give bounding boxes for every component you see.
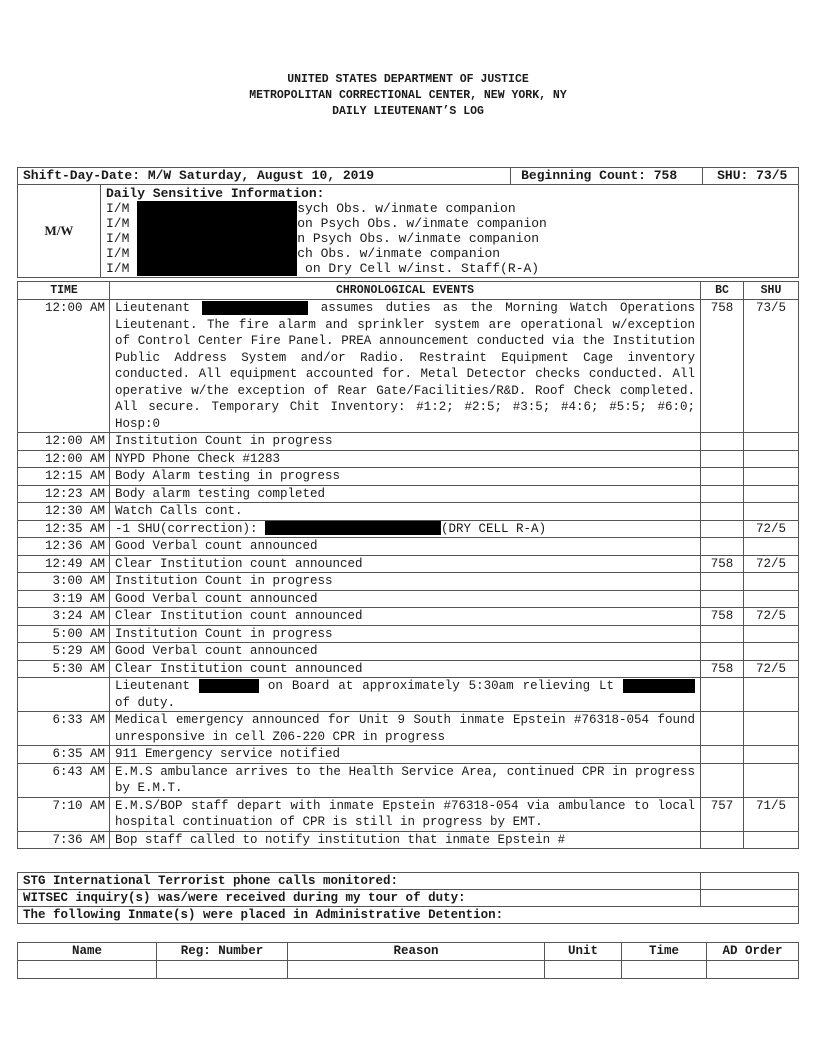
log-shu — [744, 433, 799, 451]
ad-row — [18, 961, 799, 979]
log-event: -1 SHU(correction): (DRY CELL R-A) — [110, 520, 701, 538]
log-bc — [701, 450, 744, 468]
log-event: Good Verbal count announced — [110, 538, 701, 556]
log-time: 7:36 AM — [18, 831, 110, 849]
log-row — [18, 485, 799, 503]
log-bc: 758 — [701, 300, 744, 433]
log-shu — [744, 573, 799, 591]
sensitive-line: I/M sych Obs. w/inmate companion — [106, 201, 516, 216]
log-event: Lieutenant assumes duties as the Morning Watch Operations Lieutenant. The fire alarm and sprinkler system are operational w/exception of Control Center Fire Panel. PREA announcement conducted via the Institution Public Address System and/or Radio. Restraint Equipment Cage inventory conducted. All equipment accounted for. Metal Detector checks conducted. All operative w/the exception of Rear Gate/Facilities/R&D. Roof Check completed. All secure. Temporary Chit Inventory: #1:2; #2:5; #3:5; #4:6; #5:5; #6:0; Hosp:0 — [110, 300, 701, 433]
log-row — [18, 590, 799, 608]
log-time: 3:24 AM — [18, 608, 110, 626]
witsec-label: WITSEC inquiry(s) was/were received during my tour of duty: — [18, 890, 701, 907]
log-row — [18, 660, 799, 678]
log-event: Lieutenant on Board at approximately 5:30am relieving Lt of duty. — [110, 678, 701, 712]
log-time: 12:15 AM — [18, 468, 110, 486]
log-shu — [744, 712, 799, 746]
ad-col-name: Name — [18, 943, 157, 961]
ad-col-reg: Reg: Number — [157, 943, 288, 961]
log-event: Institution Count in progress — [110, 433, 701, 451]
log-shu — [744, 450, 799, 468]
admin-detention-table — [17, 942, 799, 979]
log-time: 6:43 AM — [18, 763, 110, 797]
log-time: 12:00 AM — [18, 433, 110, 451]
sensitive-line: I/M on Psych Obs. w/inmate companion — [106, 216, 547, 231]
log-shu — [744, 643, 799, 661]
log-shu — [744, 678, 799, 712]
log-shu: 71/5 — [744, 797, 799, 831]
sensitive-info — [101, 185, 799, 278]
header-log-title: DAILY LIEUTENANT’S LOG — [332, 105, 484, 118]
log-row — [18, 608, 799, 626]
log-time: 5:29 AM — [18, 643, 110, 661]
stg-calls-value — [701, 873, 799, 890]
sensitive-line: I/M on Dry Cell w/inst. Staff(R-A) — [106, 261, 540, 276]
log-time: 6:33 AM — [18, 712, 110, 746]
log-time: 3:19 AM — [18, 590, 110, 608]
log-time — [18, 678, 110, 712]
log-bc — [701, 503, 744, 521]
log-time: 12:00 AM — [18, 300, 110, 433]
log-row — [18, 538, 799, 556]
log-time: 12:49 AM — [18, 555, 110, 573]
log-shu — [744, 468, 799, 486]
log-row — [18, 746, 799, 764]
redaction-bar — [137, 246, 297, 261]
log-event: NYPD Phone Check #1283 — [110, 450, 701, 468]
ad-cell — [545, 961, 622, 979]
log-bc — [701, 763, 744, 797]
redaction-bar — [137, 216, 297, 231]
redaction-bar — [137, 231, 297, 246]
log-event: Institution Count in progress — [110, 625, 701, 643]
log-time: 12:30 AM — [18, 503, 110, 521]
log-bc: 758 — [701, 660, 744, 678]
log-event: 911 Emergency service notified — [110, 746, 701, 764]
log-bc — [701, 590, 744, 608]
log-bc — [701, 831, 744, 849]
log-shu: 73/5 — [744, 300, 799, 433]
log-bc: 757 — [701, 797, 744, 831]
redaction-bar — [265, 521, 441, 535]
chronological-log — [17, 281, 799, 849]
log-row — [18, 520, 799, 538]
log-shu — [744, 831, 799, 849]
redaction-bar — [137, 261, 297, 276]
header-agency: UNITED STATES DEPARTMENT OF JUSTICE — [287, 73, 529, 86]
log-shu — [744, 746, 799, 764]
log-event: Medical emergency announced for Unit 9 South inmate Epstein #76318-054 found unresponsive in cell Z06-220 CPR in progress — [110, 712, 701, 746]
redaction-bar — [199, 679, 259, 693]
log-bc — [701, 538, 744, 556]
log-bc — [701, 573, 744, 591]
log-shu — [744, 763, 799, 797]
ad-title: The following Inmate(s) were placed in Administrative Detention: — [18, 907, 799, 924]
log-event: Body Alarm testing in progress — [110, 468, 701, 486]
sensitive-title: Daily Sensitive Information: — [106, 186, 325, 201]
log-bc — [701, 485, 744, 503]
col-bc: BC — [701, 282, 744, 300]
log-bc — [701, 625, 744, 643]
log-time: 6:35 AM — [18, 746, 110, 764]
log-time: 3:00 AM — [18, 573, 110, 591]
log-bc — [701, 468, 744, 486]
shift-day-date: Shift-Day-Date: M/W Saturday, August 10, 2019 — [18, 168, 511, 185]
log-shu — [744, 538, 799, 556]
stg-calls-label: STG International Terrorist phone calls monitored: — [18, 873, 701, 890]
log-row — [18, 712, 799, 746]
ad-col-unit: Unit — [545, 943, 622, 961]
log-event: Good Verbal count announced — [110, 590, 701, 608]
log-shu: 72/5 — [744, 608, 799, 626]
log-row — [18, 763, 799, 797]
log-row — [18, 643, 799, 661]
ad-col-reason: Reason — [288, 943, 545, 961]
log-row — [18, 555, 799, 573]
log-bc — [701, 643, 744, 661]
sensitive-line: I/M ch Obs. w/inmate companion — [106, 246, 501, 261]
redaction-bar — [137, 201, 297, 216]
log-bc: 758 — [701, 555, 744, 573]
redaction-bar — [202, 301, 308, 315]
log-time: 12:23 AM — [18, 485, 110, 503]
log-time: 12:36 AM — [18, 538, 110, 556]
summary-table — [17, 167, 799, 278]
ad-cell — [622, 961, 707, 979]
log-row — [18, 300, 799, 433]
log-row — [18, 573, 799, 591]
log-time: 12:35 AM — [18, 520, 110, 538]
log-row — [18, 831, 799, 849]
shift-label: M/W — [18, 185, 101, 278]
log-time: 12:00 AM — [18, 450, 110, 468]
log-time: 5:30 AM — [18, 660, 110, 678]
col-shu: SHU — [744, 282, 799, 300]
log-event: E.M.S ambulance arrives to the Health Service Area, continued CPR in progress by E.M.T. — [110, 763, 701, 797]
log-shu — [744, 625, 799, 643]
log-time: 7:10 AM — [18, 797, 110, 831]
col-time: TIME — [18, 282, 110, 300]
footer-table — [17, 872, 799, 924]
redaction-bar — [623, 679, 695, 693]
log-bc — [701, 712, 744, 746]
log-shu — [744, 485, 799, 503]
log-shu: 72/5 — [744, 660, 799, 678]
log-shu: 72/5 — [744, 520, 799, 538]
log-bc — [701, 678, 744, 712]
log-time: 5:00 AM — [18, 625, 110, 643]
log-row — [18, 433, 799, 451]
log-event: Watch Calls cont. — [110, 503, 701, 521]
log-row — [18, 625, 799, 643]
log-bc — [701, 520, 744, 538]
log-shu: 72/5 — [744, 555, 799, 573]
log-row — [18, 450, 799, 468]
ad-cell — [288, 961, 545, 979]
header-facility: METROPOLITAN CORRECTIONAL CENTER, NEW YORK, NY — [249, 89, 567, 102]
log-row — [18, 468, 799, 486]
log-row — [18, 797, 799, 831]
log-shu — [744, 590, 799, 608]
log-event: Bop staff called to notify institution that inmate Epstein # — [110, 831, 701, 849]
witsec-value — [701, 890, 799, 907]
col-events: CHRONOLOGICAL EVENTS — [110, 282, 701, 300]
log-bc: 758 — [701, 608, 744, 626]
ad-col-order: AD Order — [707, 943, 799, 961]
ad-col-time: Time — [622, 943, 707, 961]
log-event: Clear Institution count announced — [110, 555, 701, 573]
log-event: Good Verbal count announced — [110, 643, 701, 661]
log-shu — [744, 503, 799, 521]
log-event: Clear Institution count announced — [110, 608, 701, 626]
log-event: Body alarm testing completed — [110, 485, 701, 503]
shu-count: SHU: 73/5 — [703, 168, 799, 185]
log-bc — [701, 433, 744, 451]
log-row — [18, 678, 799, 712]
log-bc — [701, 746, 744, 764]
log-event: E.M.S/BOP staff depart with inmate Epstein #76318-054 via ambulance to local hospital continuation of CPR is still in progress by EMT. — [110, 797, 701, 831]
log-row — [18, 503, 799, 521]
ad-cell — [157, 961, 288, 979]
ad-cell — [18, 961, 157, 979]
document-header — [0, 72, 816, 120]
log-event: Institution Count in progress — [110, 573, 701, 591]
ad-cell — [707, 961, 799, 979]
log-event: Clear Institution count announced — [110, 660, 701, 678]
sensitive-line: I/M n Psych Obs. w/inmate companion — [106, 231, 540, 246]
beginning-count: Beginning Count: 758 — [511, 168, 703, 185]
